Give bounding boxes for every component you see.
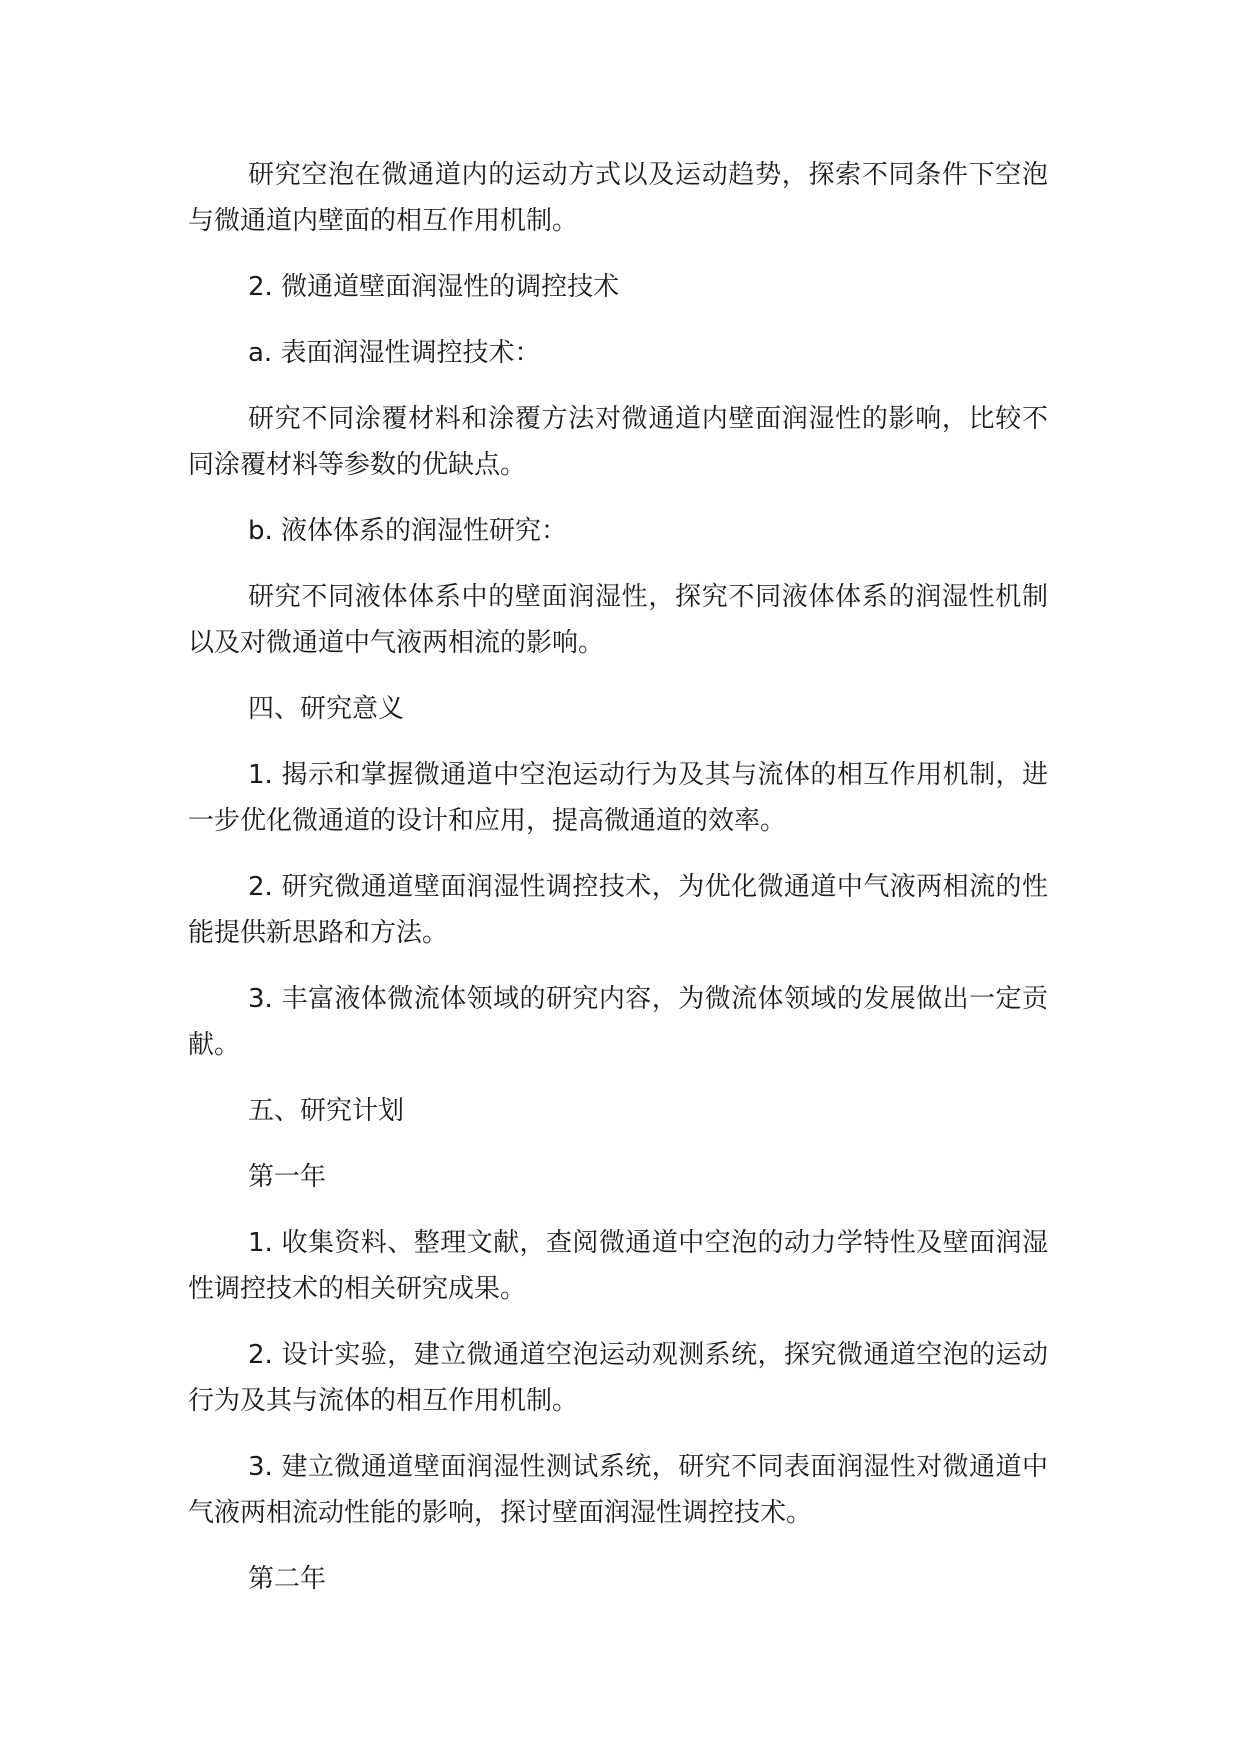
plan-year-1-heading: 第一年 bbox=[248, 1162, 327, 1192]
paragraph-liquid-system: 研究不同液体体系中的壁面润湿性，探究不同液体体系的润湿性机制以及对微通道中气液两相流的影响。 bbox=[188, 582, 1048, 658]
significance-item-1: 1. 揭示和掌握微通道中空泡运动行为及其与流体的相互作用机制，进一步优化微通道的设计和应用，提高微通道的效率。 bbox=[188, 760, 1048, 836]
plan-year-1-item-1: 1. 收集资料、整理文献，查阅微通道中空泡的动力学特性及壁面润湿性调控技术的相关研究成果。 bbox=[188, 1228, 1048, 1304]
heading-wettability-control: 2. 微通道壁面润湿性的调控技术 bbox=[248, 272, 620, 302]
section-heading-significance: 四、研究意义 bbox=[248, 694, 405, 724]
paragraph-bubble-interaction: 研究空泡在微通道内的运动方式以及运动趋势，探索不同条件下空泡与微通道内壁面的相互作用机制。 bbox=[188, 160, 1048, 236]
significance-item-2: 2. 研究微通道壁面润湿性调控技术，为优化微通道中气液两相流的性能提供新思路和方法。 bbox=[188, 872, 1048, 948]
subheading-liquid-system: b. 液体体系的润湿性研究： bbox=[248, 516, 568, 546]
paragraph-coating-materials: 研究不同涂覆材料和涂覆方法对微通道内壁面润湿性的影响，比较不同涂覆材料等参数的优缺点。 bbox=[188, 404, 1048, 480]
plan-year-1-item-3: 3. 建立微通道壁面润湿性测试系统，研究不同表面润湿性对微通道中气液两相流动性能的影响，探讨壁面润湿性调控技术。 bbox=[188, 1452, 1048, 1528]
section-heading-plan: 五、研究计划 bbox=[248, 1096, 405, 1126]
plan-year-1-item-2: 2. 设计实验，建立微通道空泡运动观测系统，探究微通道空泡的运动行为及其与流体的相互作用机制。 bbox=[188, 1340, 1048, 1416]
plan-year-2-heading: 第二年 bbox=[248, 1564, 327, 1594]
subheading-surface-wettability: a. 表面润湿性调控技术： bbox=[248, 338, 541, 368]
significance-item-3: 3. 丰富液体微流体领域的研究内容，为微流体领域的发展做出一定贡献。 bbox=[188, 984, 1048, 1060]
document-body bbox=[188, 152, 1048, 1622]
